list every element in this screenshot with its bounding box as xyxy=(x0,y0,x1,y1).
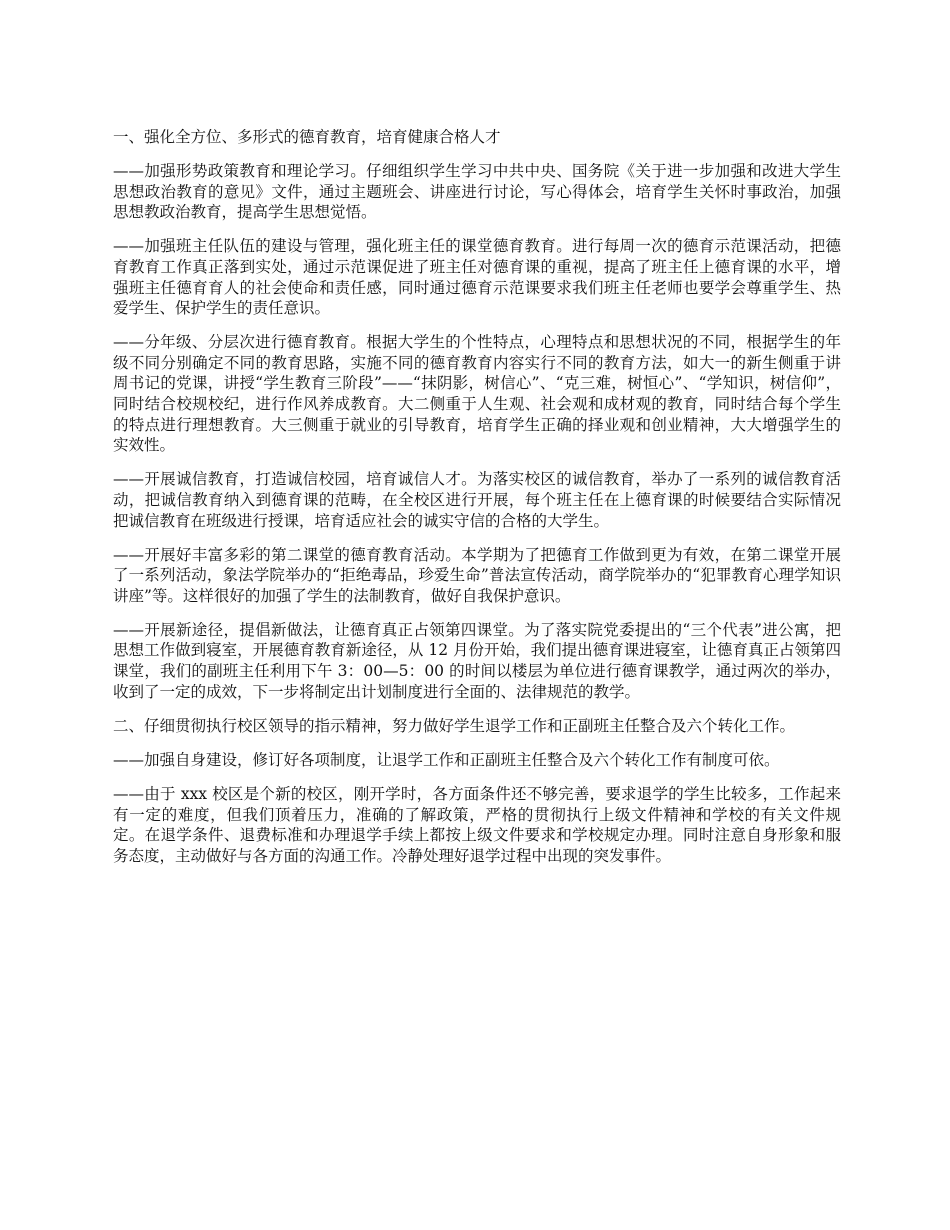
document-body xyxy=(113,127,841,880)
section-heading-2: 二、仔细贯彻执行校区领导的指示精神，努力做好学生退学工作和正副班主任整合及六个转化工作。 xyxy=(113,716,796,735)
paragraph: ——加强自身建设，修订好各项制度，让退学工作和正副班主任整合及六个转化工作有制度可依。 xyxy=(113,750,780,769)
paragraph: ——开展诚信教育，打造诚信校园，培育诚信人才。为落实校区的诚信教育，举办了一系列的诚信教育活动，把诚信教育纳入到德育课的范畴，在全校区进行开展，每个班主任在上德育课的时候要结合实际情况把诚信教育在班级进行授课，培育适应社会的诚实守信的合格的大学生。 xyxy=(113,470,841,530)
paragraph: ——加强班主任队伍的建设与管理，强化班主任的课堂德育教育。进行每周一次的德育示范课活动，把德育教育工作真正落到实处，通过示范课促进了班主任对德育课的重视，提高了班主任上德育课的水平，增强班主任德育育人的社会使命和责任感，同时通过德育示范课要求我们班主任老师也要学会尊重学生、热爱学生、保护学生的责任意识。 xyxy=(113,237,841,318)
paragraph: ——分年级、分层次进行德育教育。根据大学生的个性特点，心理特点和思想状况的不同，根据学生的年级不同分别确定不同的教育思路，实施不同的德育教育内容实行不同的教育方法，如大一的新生侧重于讲周书记的党课，讲授“学生教育三阶段”——“抹阴影，树信心”、“克三难，树恒心”、“学知识，树信仰”，同时结合校规校纪，进行作风养成教育。大二侧重于人生观、社会观和成材观的教育，同时结合每个学生的特点进行理想教育。大三侧重于就业的引导教育，培育学生正确的择业观和创业精神，大大增强学生的实效性。 xyxy=(113,333,841,455)
paragraph: ——开展好丰富多彩的第二课堂的德育教育活动。本学期为了把德育工作做到更为有效，在第二课堂开展了一系列活动，象法学院举办的“拒绝毒品，珍爱生命”普法宣传活动，商学院举办的“犯罪教育心理学知识讲座”等。这样很好的加强了学生的法制教育，做好自我保护意识。 xyxy=(113,545,841,605)
paragraph: ——开展新途径，提倡新做法，让德育真正占领第四课堂。为了落实院党委提出的“三个代表”进公寓，把思想工作做到寝室，开展德育教育新途径，从 12 月份开始，我们提出德育课进寝室，让德育真正占领第四课堂，我们的副班主任利用下午 3：00—5：00 的时间以楼层为单位进行德育课教学，通过两次的举办，收到了一定的成效，下一步将制定出计划制度进行全面的、法律规范的教学。 xyxy=(113,620,841,701)
paragraph: ——由于 xxx 校区是个新的校区，刚开学时，各方面条件还不够完善，要求退学的学生比较多，工作起来有一定的难度，但我们顶着压力，准确的了解政策，严格的贯彻执行上级文件精神和学校的有关文件规定。在退学条件、退费标准和办理退学手续上都按上级文件要求和学校规定办理。同时注意自身形象和服务态度，主动做好与各方面的沟通工作。冷静处理好退学过程中出现的突发事件。 xyxy=(113,784,841,865)
section-heading-1: 一、强化全方位、多形式的德育教育，培育健康合格人才 xyxy=(113,128,501,146)
paragraph: ——加强形势政策教育和理论学习。仔细组织学生学习中共中央、国务院《关于进一步加强和改进大学生思想政治教育的意见》文件，通过主题班会、讲座进行讨论，写心得体会，培育学生关怀时事政治，加强思想教政治教育，提高学生思想觉悟。 xyxy=(113,162,841,222)
